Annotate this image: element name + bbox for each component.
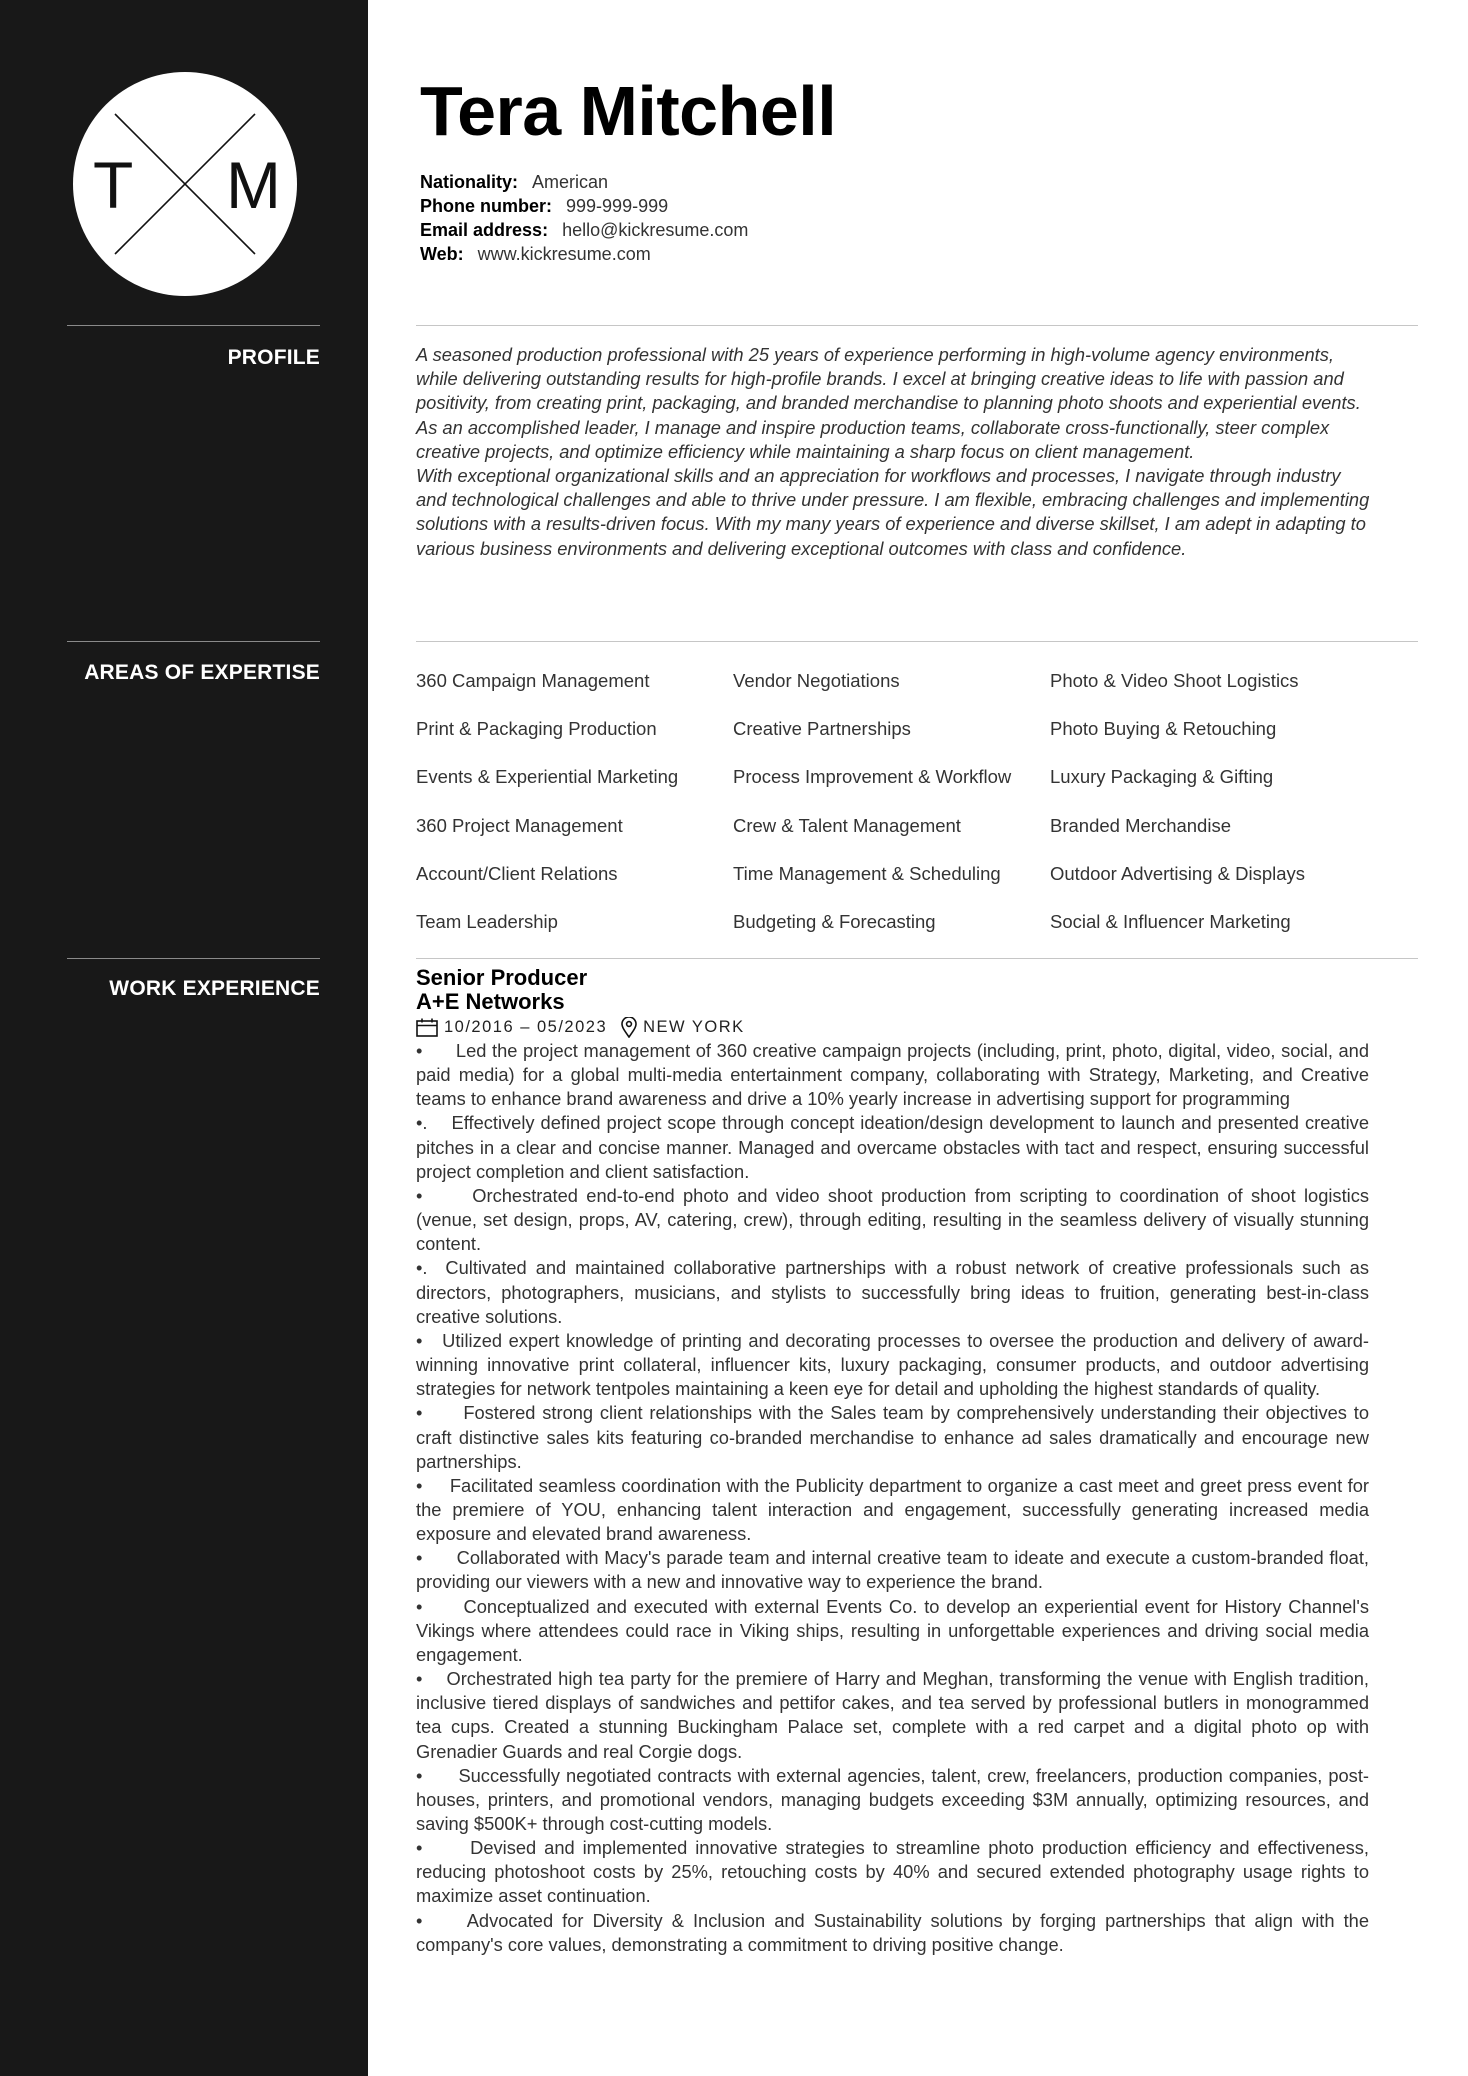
section-title-profile: PROFILE <box>227 346 320 369</box>
sidebar <box>0 0 368 2076</box>
section-divider <box>416 958 1418 959</box>
contact-row-web <box>420 242 748 266</box>
contact-label: Nationality: <box>420 172 519 192</box>
contact-info <box>420 170 748 266</box>
job-location: NEW YORK <box>643 1017 745 1036</box>
section-divider <box>416 641 1418 642</box>
contact-label: Email address: <box>420 220 549 240</box>
sidebar-divider <box>67 958 320 959</box>
job-bullet: •. Effectively defined project scope through concept ideation/design development to launch and presented creative pitches in a clear and concise manner. Managed and overcame obstacles with tact and respect, ensuring successful project completion and client satisfaction. <box>416 1112 1375 1182</box>
expertise-item: Social & Influencer Marketing <box>1050 910 1291 932</box>
expertise-item: Account/Client Relations <box>416 862 618 884</box>
job-meta <box>416 1015 1369 1039</box>
location-pin-icon <box>621 1017 637 1038</box>
expertise-item: Events & Experiential Marketing <box>416 766 679 788</box>
sidebar-divider <box>67 641 320 642</box>
expertise-item: Process Improvement & Workflow <box>733 766 1012 788</box>
monogram-right-letter: M <box>226 148 281 222</box>
job-dates: 10/2016 – 05/2023 <box>444 1017 608 1036</box>
job-bullet: • Facilitated seamless coordination with the Publicity department to organize a cast meet and greet press event for the premiere of YOU, enhancing talent interaction and engagement, successfully generating increased media exposure and elevated brand awareness. <box>416 1474 1375 1545</box>
job-bullet: • Utilized expert knowledge of printing and decorating processes to oversee the production and delivery of award-winning innovative print collateral, influencer kits, luxury packaging, consumer products, and outdoor advertising strategies for network tentpoles maintaining a keen eye for detail and upholding the highest standards of quality. <box>416 1329 1375 1400</box>
expertise-item: 360 Project Management <box>416 814 623 836</box>
section-divider <box>416 325 1418 326</box>
expertise-item: Crew & Talent Management <box>733 814 961 836</box>
monogram-logo <box>73 72 297 296</box>
website-link[interactable]: www.kickresume.com <box>477 244 651 264</box>
job-company: A+E Networks <box>416 989 565 1014</box>
contact-value: 999-999-999 <box>566 196 669 216</box>
job-bullet: • Orchestrated high tea party for the premiere of Harry and Meghan, transforming the venue with English tradition, inclusive tiered displays of sandwiches and pettifor cakes, and tea served by professional butlers in monogrammed tea cups. Created a stunning Buckingham Palace set, complete with a red carpet and a digital photo op with Grenadier Guards and real Corgie dogs. <box>416 1668 1375 1762</box>
expertise-item: Team Leadership <box>416 910 558 932</box>
email-link[interactable]: hello@kickresume.com <box>562 220 749 240</box>
job-bullet: • Devised and implemented innovative strategies to streamline photo production efficiency and effectiveness, reducing photoshoot costs by 25%, retouching costs by 40% and secured extended photography usage rights to maximize asset continuation. <box>416 1837 1375 1907</box>
sidebar-divider <box>67 325 320 326</box>
job-bullet: •. Cultivated and maintained collaborative partnerships with a robust network of creative professionals such as directors, photographers, musicians, and stylists to successfully bring ideas to fruition, generating best-in-class creative solutions. <box>416 1257 1375 1327</box>
contact-row-email <box>420 218 748 242</box>
contact-value: American <box>532 172 609 192</box>
job-bullet: • Fostered strong client relationships with the Sales team by comprehensively understanding their objectives to craft distinctive sales kits featuring co-branded merchandise to enhance ad sales dramatically and encourage new partnerships. <box>416 1402 1375 1472</box>
section-title-expertise: AREAS OF EXPERTISE <box>84 661 320 684</box>
expertise-item: Photo Buying & Retouching <box>1050 718 1277 740</box>
contact-label: Phone number: <box>420 196 553 216</box>
expertise-item: Branded Merchandise <box>1050 814 1231 836</box>
job-bullet: • Collaborated with Macy's parade team and internal creative team to ideate and execute a custom-branded float, providing our viewers with a new and innovative way to experience the brand. <box>416 1547 1375 1593</box>
expertise-item: 360 Campaign Management <box>416 670 650 691</box>
job-bullet: • Advocated for Diversity & Inclusion and Sustainability solutions by forging partnerships that align with the company's core values, demonstrating a commitment to driving positive change. <box>416 1909 1375 1955</box>
expertise-item: Budgeting & Forecasting <box>733 910 936 932</box>
job-bullet: • Orchestrated end-to-end photo and video shoot production from scripting to coordination of shoot logistics (venue, set design, props, AV, catering, crew), through editing, resulting in the seamless delivery of visually stunning content. <box>416 1184 1375 1255</box>
contact-row-phone <box>420 194 748 218</box>
expertise-item: Vendor Negotiations <box>733 670 900 691</box>
job-bullets <box>416 1039 1375 1957</box>
job-title: Senior Producer <box>416 965 588 990</box>
expertise-item: Photo & Video Shoot Logistics <box>1050 670 1299 691</box>
profile-paragraph: A seasoned production professional with 25 years of experience performing in high-volume agency environments, while delivering outstanding results for high-profile brands. I excel at bringing creative ideas to life with passion and positivity, from creating print, packaging, and branded merchandise to planning photo shoots and experiential events. As an accomplished leader, I manage and inspire production teams, collaborate cross-functionally, steer complex creative projects, and optimize efficiency while maintaining a sharp focus on client management. <box>416 344 1361 462</box>
job-bullet: • Successfully negotiated contracts with external agencies, talent, crew, freelancers, production companies, post-houses, printers, and promotional vendors, managing budgets exceeding $3M annually, optimizing resources, and saving $500K+ through cost-cutting models. <box>416 1764 1375 1834</box>
job-entry <box>416 965 1375 1957</box>
section-title-work: WORK EXPERIENCE <box>109 977 320 1000</box>
job-bullet: • Conceptualized and executed with external Events Co. to develop an experiential event for History Channel's Vikings where attendees could race in Viking ships, resulting in unforgettable experiences and driving social media engagement. <box>416 1595 1375 1665</box>
expertise-item: Outdoor Advertising & Displays <box>1050 862 1306 884</box>
expertise-item: Luxury Packaging & Gifting <box>1050 766 1274 788</box>
expertise-item: Time Management & Scheduling <box>733 862 1001 884</box>
contact-row-nationality <box>420 170 748 194</box>
expertise-grid <box>416 657 1418 946</box>
calendar-icon <box>416 1018 438 1037</box>
profile-paragraph: With exceptional organizational skills and an appreciation for workflows and processes, I navigate through industry and technological challenges and able to thrive under pressure. I am flexible, embracing challenges and implementing solutions with a results-driven focus. With my many years of experience and diverse skillset, I am adept in adapting to various business environments and delivering exceptional outcomes with class and confidence. <box>416 465 1370 559</box>
expertise-item: Print & Packaging Production <box>416 718 657 740</box>
expertise-item: Creative Partnerships <box>733 718 911 740</box>
candidate-name: Tera Mitchell <box>420 72 837 150</box>
job-bullet: • Led the project management of 360 creative campaign projects (including, print, photo, digital, video, social, and paid media) for a global multi-media entertainment company, collaborating with Strategy, Marketing, and Creative teams to enhance brand awareness and drive a 10% yearly increase in advertising support for programming <box>416 1040 1375 1110</box>
monogram-left-letter: T <box>93 148 134 222</box>
profile-summary <box>416 343 1376 561</box>
contact-label: Web: <box>420 244 464 264</box>
